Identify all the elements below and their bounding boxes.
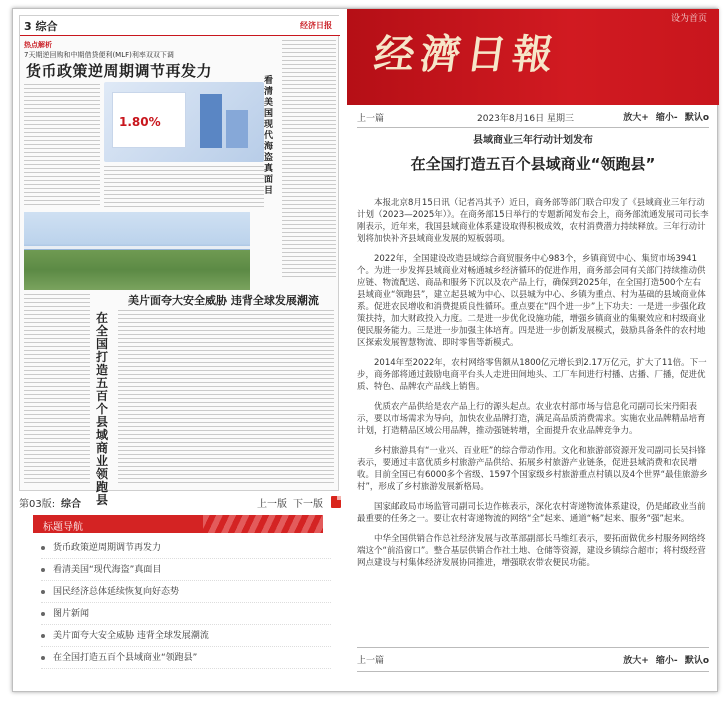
thumbnail-graphic: [104, 82, 264, 162]
bullet-icon: [41, 590, 45, 594]
nav-item[interactable]: [41, 647, 331, 669]
article-paragraph: 本报北京8月15日讯（记者冯其予）近日，商务部等部门联合印发了《县域商业三年行动计划（2023—2025年）》。在商务部15日举行的专题新闻发布会上，商务部流通发展司司长李刚表示，近年来，我国县域商业体系建设取得积极成效，农村消费潜力持续释放。三年行动计划将加快补齐县域商业发展的短板弱项。: [357, 198, 709, 244]
article-paragraph: 2022年，全国建设改造县域综合商贸服务中心983个，乡镇商贸中心、集贸市场3941个。为进一步发挥县域商业对畅通城乡经济循环的促进作用，商务部会同有关部门持续推动供应链、物流配送、商品和服务下沉以及农产品上行，确保到2025年，在全国打造500个左右县域商业“领跑县”，建立起县城为中心、以县城为中心、乡镇为重点、村为基础的县域商业体系。促进农民增收和消费提质良性循环。重点要在“四个进一步”上下功夫：一是进一步强化政策扶持，加大财政投入力度。二是进一步优化设施功能，增强乡镇商业的集聚效应和村级商业便民服务能力。三是进一步加强主体培育。四是进一步创新发展模式，鼓励具备条件的农村地区探索发展智慧物流、即时零售等新模式。: [357, 254, 706, 348]
thumbnail-text-column: [282, 40, 336, 280]
thumbnail-headline-2[interactable]: 美片面夸大安全威胁 违背全球发展潮流: [128, 294, 319, 307]
article-toolbar: [357, 109, 709, 125]
masthead: [347, 9, 719, 105]
nav-item-label[interactable]: 货币政策逆周期调节再发力: [53, 543, 162, 553]
thumbnail-subline: 7天期逆回购和中期借贷便利(MLF)利率双双下调: [24, 51, 174, 59]
title-nav-header: [33, 515, 323, 533]
page-name: 综合: [61, 499, 81, 510]
pdf-icon[interactable]: [331, 496, 341, 508]
article-footer-toolbar: [357, 653, 709, 669]
article-title: 在全国打造五百个县域商业“领跑县”: [410, 155, 656, 173]
browser-frame: [12, 8, 718, 692]
zoom-in-button[interactable]: 放大+: [623, 113, 649, 123]
page-label: 第03版:: [19, 499, 56, 510]
thumbnail-graphic-bar: [226, 110, 248, 148]
prev-article-link[interactable]: 上一篇: [357, 114, 385, 124]
article-paragraph: 优质农产品供给是农产品上行的源头起点。农业农村部市场与信息化司副司长宋丹阳表示，要以市场需求为导向，加快农业品牌打造，满足高品质消费需求。实施农业品牌精品培育计划，打造精品区域公用品牌，推动强链转增，全面提升农业品牌竞争力。: [357, 402, 706, 436]
bullet-icon: [41, 656, 45, 660]
article-panel: [347, 105, 719, 693]
nav-item-label[interactable]: 在全国打造五百个县域商业“领跑县”: [53, 653, 198, 663]
bullet-icon: [41, 546, 45, 550]
article-paragraph: 2014年至2022年，农村网络零售额从1800亿元增长到2.17万亿元，扩大了11倍。下一步，商务部将通过鼓励电商平台头人走进田间地头、工厂车间进行村播、店播、厂播，促进优质、特色、品牌农产品线上销售。: [357, 358, 707, 392]
zoom-default-button[interactable]: 默认o: [684, 656, 709, 666]
zoom-controls: [619, 110, 709, 123]
zoom-default-button[interactable]: 默认o: [684, 113, 709, 123]
divider: [357, 671, 709, 672]
issue-date: 2023年8月16日 星期三: [477, 114, 574, 124]
thumbnail-graphic-card: [112, 92, 186, 148]
bullet-icon: [41, 634, 45, 638]
next-page-link[interactable]: 下一版: [293, 499, 323, 510]
divider: [357, 647, 709, 648]
thumbnail-headline[interactable]: 货币政策逆周期调节再发力: [26, 62, 213, 80]
thumbnail-graphic-bar: [200, 94, 222, 148]
article-paragraph: 中华全国供销合作总社经济发展与改革部副部长马维红表示，要拓面做优乡村服务网络终端这个“前沿窗口”。整合基层供销合作社土地、仓储等资源，建设乡镇综合超市；将村级经营网点建设与村集体经济发展协同推进，增强联农带农便民功能。: [357, 534, 706, 568]
title-nav-list: [41, 537, 331, 669]
thumbnail-text-column: [118, 310, 334, 486]
newspaper-logo[interactable]: 经濟日報: [371, 31, 562, 78]
thumbnail-text-column: [24, 294, 90, 484]
article-paragraph: 国家邮政局市场监管司副司长边作栋表示，深化农村寄递物流体系建设，仍是邮政业当前最重要的任务之一。要让农村寄递物流的网络“全”起来、通道“畅”起来、服务“强”起来。: [357, 502, 706, 524]
left-column: [13, 9, 347, 693]
nav-item[interactable]: [41, 559, 331, 581]
nav-item[interactable]: [41, 581, 331, 603]
nav-item-label[interactable]: 国民经济总体延续恢复向好态势: [53, 587, 180, 597]
zoom-controls-bottom: [619, 653, 709, 666]
thumbnail-section-tag: 热点解析: [24, 41, 52, 49]
nav-item-label[interactable]: 看清美国“现代海盗”真面目: [53, 565, 162, 575]
thumbnail-text-column: [24, 84, 100, 208]
bullet-icon: [41, 568, 45, 572]
thumbnail-mini-logo: 经济日报: [300, 20, 332, 30]
divider: [357, 127, 709, 128]
thumbnail-graphic-value: 1.80%: [119, 115, 161, 129]
prev-article-link-bottom[interactable]: 上一篇: [357, 656, 385, 666]
nav-item[interactable]: [41, 537, 331, 559]
zoom-in-button[interactable]: 放大+: [623, 656, 649, 666]
thumbnail-vertical-headline[interactable]: 看清美国现代海盗真面目: [264, 76, 274, 196]
set-homepage-link[interactable]: 设为首页: [670, 14, 707, 24]
article-kicker: 县域商业三年行动计划发布: [473, 135, 593, 146]
thumbnail-header: [20, 16, 340, 36]
zoom-out-button[interactable]: 缩小-: [655, 113, 678, 123]
title-nav-label: 标题导航: [43, 522, 83, 533]
nav-item[interactable]: [41, 603, 331, 625]
thumbnail-vertical-headline-2[interactable]: 在全国打造五百个县域商业领跑县: [96, 311, 109, 507]
page-bar: [19, 495, 345, 509]
article-body: [357, 197, 709, 577]
nav-item[interactable]: [41, 625, 331, 647]
zoom-out-button[interactable]: 缩小-: [655, 656, 678, 666]
header-stripe: [203, 515, 323, 533]
thumbnail-field-photo[interactable]: [24, 250, 250, 290]
nav-item-label[interactable]: 美片面夸大安全威胁 违背全球发展潮流: [53, 631, 209, 641]
article-paragraph: 乡村旅游具有“一业兴、百业旺”的综合带动作用。文化和旅游部资源开发司副司长吴抖锋表示，要通过丰富优质乡村旅游产品供给、拓展乡村旅游产业链条，促进县域消费和农民增收。目前全国已有6000多个省级、1597个国家级乡村旅游重点村镇以及4个世界“最佳旅游乡村”，形成了乡村旅游发展新格局。: [357, 446, 708, 492]
nav-item-label[interactable]: 图片新闻: [53, 609, 90, 619]
bullet-icon: [41, 612, 45, 616]
bridge-shape: [24, 246, 250, 249]
thumbnail-page-number: 3 综合: [24, 20, 58, 33]
thumbnail-text-column: [104, 166, 264, 208]
prev-page-link[interactable]: 上一版: [257, 499, 287, 510]
